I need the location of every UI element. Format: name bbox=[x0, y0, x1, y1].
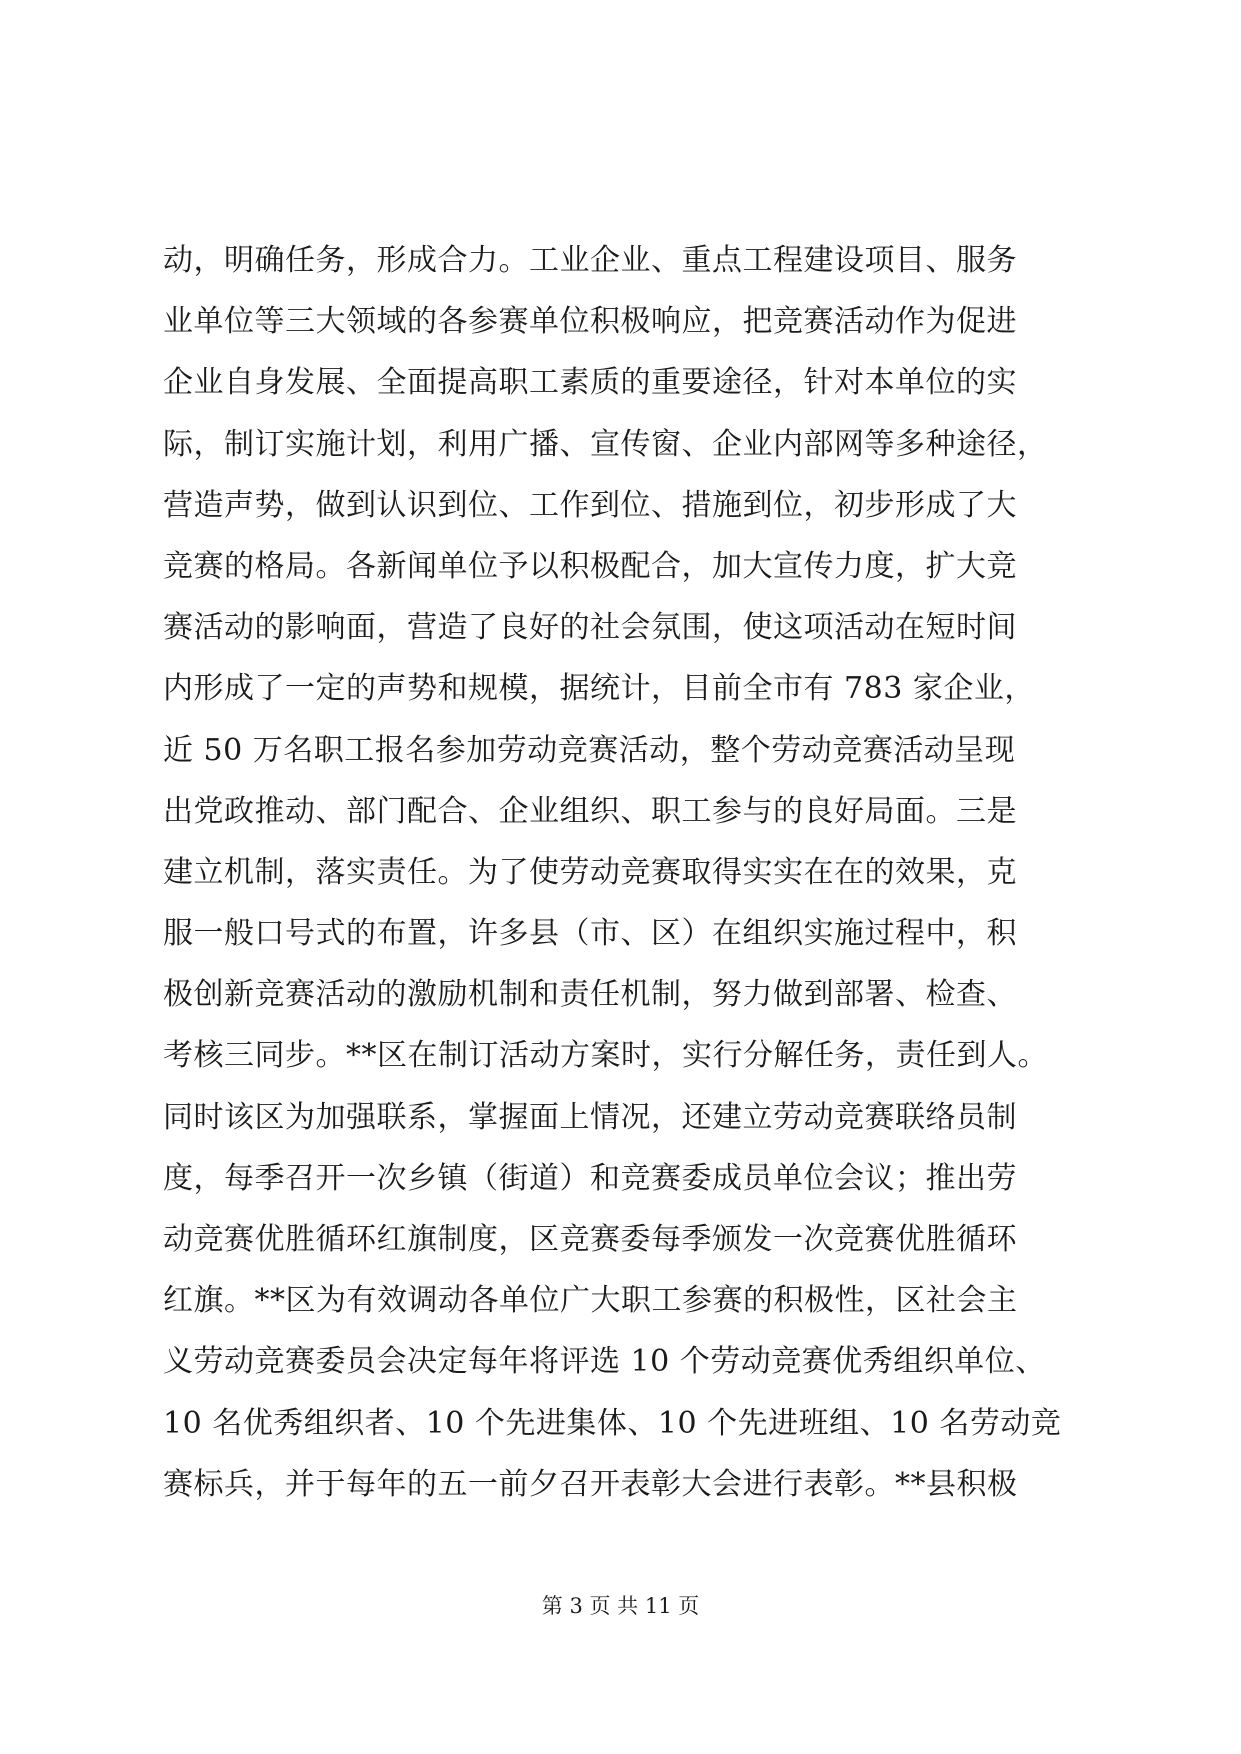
text-line: 同时该区为加强联系，掌握面上情况，还建立劳动竞赛联络员制 bbox=[163, 1099, 1017, 1135]
text-line: 近 50 万名职工报名参加劳动竞赛活动，整个劳动竞赛活动呈现 bbox=[163, 732, 1016, 768]
text-line: 动，明确任务，形成合力。工业企业、重点工程建设项目、服务 bbox=[163, 243, 1017, 278]
page-number-footer: 第 3 页 共 11 页 bbox=[541, 1594, 700, 1618]
text-line: 建立机制，落实责任。为了使劳动竞赛取得实实在在的效果，克 bbox=[163, 854, 1017, 890]
text-line: 服一般口号式的布置，许多县（市、区）在组织实施过程中，积 bbox=[163, 916, 1017, 952]
text-line: 度，每季召开一次乡镇（街道）和竞赛委成员单位会议；推出劳 bbox=[163, 1160, 1017, 1196]
text-line: 红旗。**区为有效调动各单位广大职工参赛的积极性，区社会主 bbox=[163, 1283, 1018, 1319]
text-line: 赛活动的影响面，营造了良好的社会氛围，使这项活动在短时间 bbox=[163, 610, 1017, 646]
text-line: 10 名优秀组织者、10 个先进集体、10 个先进班组、10 名劳动竞 bbox=[163, 1405, 1062, 1441]
text-line: 营造声势，做到认识到位、工作到位、措施到位，初步形成了大 bbox=[163, 487, 1017, 523]
text-line: 义劳动竞赛委员会决定每年将评选 10 个劳动竞赛优秀组织单位、 bbox=[163, 1344, 1046, 1380]
text-line: 动竞赛优胜循环红旗制度，区竞赛委每季颁发一次竞赛优胜循环 bbox=[163, 1222, 1017, 1257]
text-line: 业单位等三大领域的各参赛单位积极响应，把竞赛活动作为促进 bbox=[163, 304, 1017, 340]
text-line: 出党政推动、部门配合、企业组织、职工参与的良好局面。三是 bbox=[163, 793, 1017, 829]
body-text bbox=[163, 230, 1083, 1515]
text-line: 赛标兵，并于每年的五一前夕召开表彰大会进行表彰。**县积极 bbox=[163, 1466, 1018, 1502]
text-line: 企业自身发展、全面提高职工素质的重要途径，针对本单位的实 bbox=[163, 365, 1017, 401]
text-line: 竞赛的格局。各新闻单位予以积极配合，加大宣传力度，扩大竞 bbox=[163, 548, 1017, 584]
text-line: 极创新竞赛活动的激励机制和责任机制，努力做到部署、检查、 bbox=[163, 977, 1017, 1013]
text-line: 际，制订实施计划，利用广播、宣传窗、企业内部网等多种途径， bbox=[163, 426, 1048, 462]
text-line: 内形成了一定的声势和规模，据统计，目前全市有 783 家企业， bbox=[163, 671, 1035, 707]
text-line: 考核三同步。**区在制订活动方案时，实行分解任务，责任到人。 bbox=[163, 1038, 1048, 1074]
